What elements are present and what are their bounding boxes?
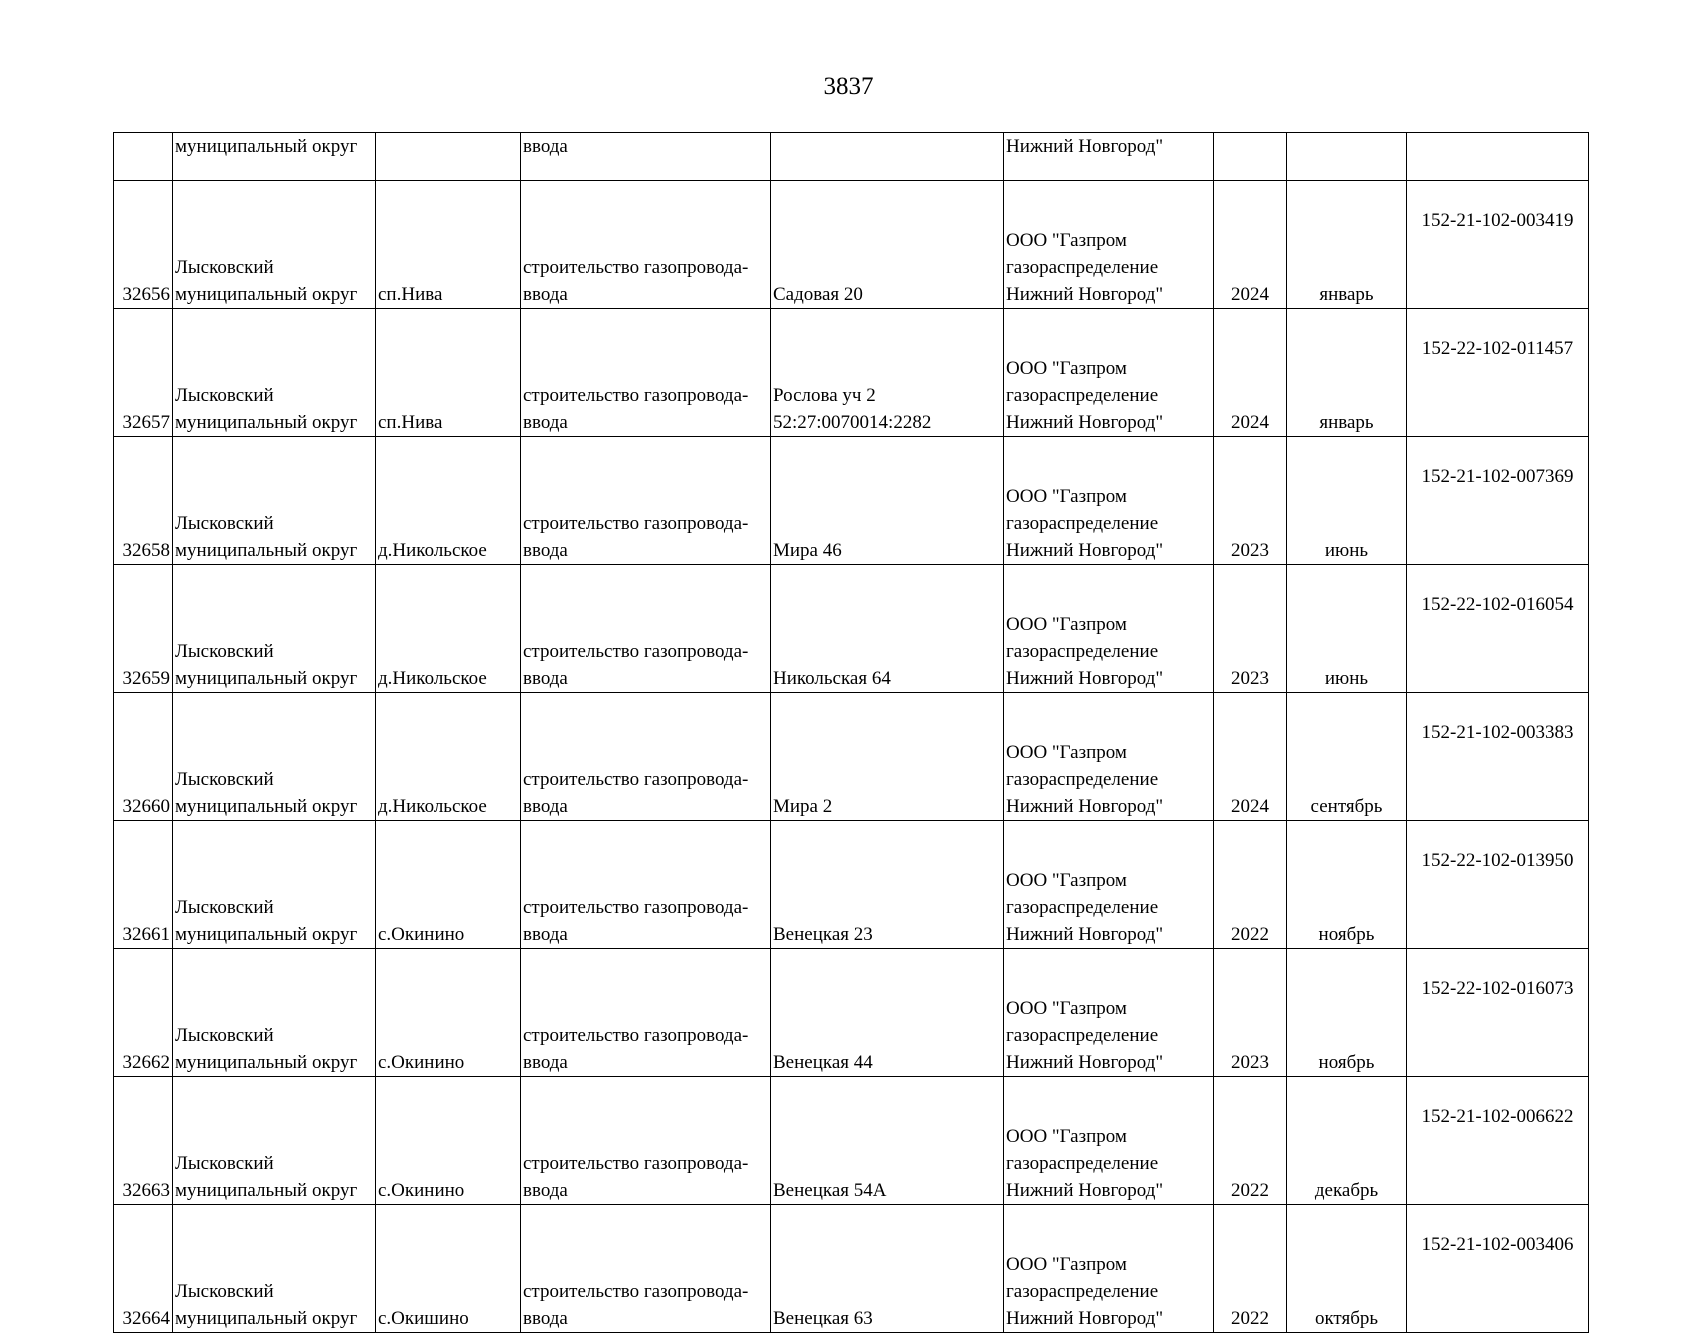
cell-district-line: Лысковский [175, 769, 274, 790]
cell-address-line: Венецкая 54А [773, 1180, 887, 1201]
cell-settlement: д.Никольское [376, 693, 521, 821]
cell-organization-line: Нижний Новгород" [1006, 284, 1164, 305]
table-row [114, 181, 1589, 309]
cell-work-type [521, 309, 771, 437]
cell-work-type [521, 1077, 771, 1205]
cell-district [173, 437, 376, 565]
cell-district-line: Лысковский [175, 897, 274, 918]
cell-year: 2024 [1214, 181, 1287, 309]
cell-district [173, 1205, 376, 1333]
cell-district [173, 181, 376, 309]
cell-work-type-line: ввода [523, 1180, 568, 1201]
cell-code: 152-22-102-016054 [1407, 565, 1589, 693]
gas-connection-table [113, 132, 1589, 1333]
table-row [114, 949, 1589, 1077]
cell-number: 32659 [114, 565, 173, 693]
cell-work-type-line: ввода [523, 668, 568, 689]
cell-organization [1004, 565, 1214, 693]
cell-work-type-line: строительство газопровода- [523, 769, 749, 790]
cell-work-type-line: строительство газопровода- [523, 897, 749, 918]
cell-address-line: Садовая 20 [773, 284, 863, 305]
cell-organization-line: газораспределение [1006, 769, 1159, 790]
cell-address [771, 133, 1004, 181]
cell-organization-line: Нижний Новгород" [1006, 924, 1164, 945]
cell-work-type-line: строительство газопровода- [523, 641, 749, 662]
cell-district-line: муниципальный округ [175, 540, 358, 561]
cell-organization-line: ООО "Газпром [1006, 358, 1127, 379]
cell-number: 32660 [114, 693, 173, 821]
cell-code: 152-21-102-003419 [1407, 181, 1589, 309]
cell-year: 2022 [1214, 1205, 1287, 1333]
cell-organization-line: газораспределение [1006, 257, 1159, 278]
cell-address-line: Мира 46 [773, 540, 842, 561]
cell-organization-line: газораспределение [1006, 1281, 1159, 1302]
cell-address [771, 181, 1004, 309]
cell-month: ноябрь [1287, 821, 1407, 949]
cell-year: 2024 [1214, 309, 1287, 437]
cell-work-type-line: ввода [523, 924, 568, 945]
cell-district-line: муниципальный округ [175, 1180, 358, 1201]
cell-work-type: ввода [521, 133, 771, 181]
cell-district-line: муниципальный округ [175, 796, 358, 817]
cell-address-line: 52:27:0070014:2282 [773, 412, 932, 433]
cell-organization [1004, 949, 1214, 1077]
cell-organization-line: Нижний Новгород" [1006, 796, 1164, 817]
cell-month: июнь [1287, 565, 1407, 693]
cell-organization [1004, 693, 1214, 821]
cell-address-line: Рослова уч 2 [773, 385, 876, 406]
cell-work-type-line: ввода [523, 796, 568, 817]
cell-address-line: Венецкая 44 [773, 1052, 873, 1073]
cell-work-type-line: строительство газопровода- [523, 385, 749, 406]
cell-month: январь [1287, 181, 1407, 309]
cell-address-line: Мира 2 [773, 796, 833, 817]
cell-organization-line: газораспределение [1006, 513, 1159, 534]
cell-month [1287, 133, 1407, 181]
cell-address [771, 693, 1004, 821]
cell-code: 152-22-102-016073 [1407, 949, 1589, 1077]
cell-settlement: с.Окинино [376, 1077, 521, 1205]
cell-organization [1004, 181, 1214, 309]
cell-address-line: Венецкая 23 [773, 924, 873, 945]
cell-organization [1004, 821, 1214, 949]
cell-work-type-line: строительство газопровода- [523, 1281, 749, 1302]
cell-organization-line: Нижний Новгород" [1006, 1052, 1164, 1073]
cell-district-line: Лысковский [175, 257, 274, 278]
cell-work-type-line: строительство газопровода- [523, 1025, 749, 1046]
cell-district [173, 949, 376, 1077]
cell-code: 152-21-102-003406 [1407, 1205, 1589, 1333]
cell-year: 2023 [1214, 565, 1287, 693]
cell-year: 2022 [1214, 821, 1287, 949]
cell-work-type-line: ввода [523, 284, 568, 305]
cell-organization [1004, 437, 1214, 565]
cell-district-line: муниципальный округ [175, 668, 358, 689]
cell-number: 32656 [114, 181, 173, 309]
cell-organization-line: газораспределение [1006, 641, 1159, 662]
cell-organization-line: Нижний Новгород" [1006, 1180, 1164, 1201]
cell-organization-line: ООО "Газпром [1006, 998, 1127, 1019]
table-row [114, 437, 1589, 565]
cell-settlement: с.Окишино [376, 1205, 521, 1333]
cell-number [114, 133, 173, 181]
table-row-continued [114, 133, 1589, 181]
cell-organization-line: ООО "Газпром [1006, 1254, 1127, 1275]
cell-work-type [521, 437, 771, 565]
cell-district-line: Лысковский [175, 1281, 274, 1302]
cell-month: ноябрь [1287, 949, 1407, 1077]
cell-settlement: сп.Нива [376, 309, 521, 437]
cell-organization-line: газораспределение [1006, 1025, 1159, 1046]
cell-code: 152-21-102-006622 [1407, 1077, 1589, 1205]
cell-work-type [521, 821, 771, 949]
cell-organization-line: ООО "Газпром [1006, 486, 1127, 507]
cell-month: сентябрь [1287, 693, 1407, 821]
cell-month: январь [1287, 309, 1407, 437]
cell-district [173, 1077, 376, 1205]
cell-settlement: с.Окинино [376, 949, 521, 1077]
cell-district [173, 693, 376, 821]
cell-organization [1004, 1077, 1214, 1205]
page-number: 3837 [823, 73, 874, 100]
cell-settlement [376, 133, 521, 181]
cell-work-type-line: строительство газопровода- [523, 513, 749, 534]
table-row [114, 1077, 1589, 1205]
cell-organization-line: газораспределение [1006, 1153, 1159, 1174]
cell-code: 152-21-102-003383 [1407, 693, 1589, 821]
cell-number: 32664 [114, 1205, 173, 1333]
cell-address [771, 1205, 1004, 1333]
cell-district-line: Лысковский [175, 1025, 274, 1046]
cell-district [173, 821, 376, 949]
cell-year: 2023 [1214, 949, 1287, 1077]
table-row [114, 1205, 1589, 1333]
table-row [114, 693, 1589, 821]
cell-district-line: Лысковский [175, 385, 274, 406]
cell-number: 32658 [114, 437, 173, 565]
cell-address [771, 949, 1004, 1077]
cell-settlement: д.Никольское [376, 437, 521, 565]
table-row [114, 309, 1589, 437]
cell-code: 152-22-102-011457 [1407, 309, 1589, 437]
cell-organization-line: ООО "Газпром [1006, 870, 1127, 891]
table-body [114, 133, 1589, 1333]
cell-settlement: сп.Нива [376, 181, 521, 309]
cell-organization-line: ООО "Газпром [1006, 230, 1127, 251]
cell-organization-line: Нижний Новгород" [1006, 540, 1164, 561]
table-row [114, 821, 1589, 949]
cell-number: 32661 [114, 821, 173, 949]
cell-organization-line: ООО "Газпром [1006, 614, 1127, 635]
cell-work-type-line: ввода [523, 412, 568, 433]
cell-district-line: Лысковский [175, 513, 274, 534]
cell-work-type [521, 1205, 771, 1333]
cell-month: декабрь [1287, 1077, 1407, 1205]
cell-number: 32663 [114, 1077, 173, 1205]
cell-year: 2022 [1214, 1077, 1287, 1205]
cell-organization-line: Нижний Новгород" [1006, 412, 1164, 433]
cell-work-type-line: ввода [523, 1308, 568, 1329]
cell-district-line: муниципальный округ [175, 284, 358, 305]
cell-address [771, 821, 1004, 949]
cell-address [771, 437, 1004, 565]
cell-settlement: д.Никольское [376, 565, 521, 693]
cell-work-type [521, 693, 771, 821]
cell-work-type-line: строительство газопровода- [523, 257, 749, 278]
cell-year [1214, 133, 1287, 181]
cell-organization-line: Нижний Новгород" [1006, 1308, 1164, 1329]
cell-month: июнь [1287, 437, 1407, 565]
cell-organization-line: газораспределение [1006, 385, 1159, 406]
cell-organization-line: ООО "Газпром [1006, 1126, 1127, 1147]
cell-work-type-line: ввода [523, 1052, 568, 1073]
cell-district [173, 309, 376, 437]
cell-organization [1004, 1205, 1214, 1333]
cell-work-type [521, 949, 771, 1077]
cell-organization: Нижний Новгород" [1004, 133, 1214, 181]
cell-work-type-line: ввода [523, 540, 568, 561]
cell-code [1407, 133, 1589, 181]
cell-work-type [521, 181, 771, 309]
cell-work-type-line: строительство газопровода- [523, 1153, 749, 1174]
cell-address-line: Венецкая 63 [773, 1308, 873, 1329]
cell-settlement: с.Окинино [376, 821, 521, 949]
cell-district-line: муниципальный округ [175, 412, 358, 433]
cell-work-type [521, 565, 771, 693]
cell-district-line: муниципальный округ [175, 924, 358, 945]
cell-district-line: муниципальный округ [175, 1052, 358, 1073]
cell-number: 32662 [114, 949, 173, 1077]
cell-code: 152-21-102-007369 [1407, 437, 1589, 565]
cell-year: 2023 [1214, 437, 1287, 565]
cell-district: муниципальный округ [173, 133, 376, 181]
cell-organization-line: ООО "Газпром [1006, 742, 1127, 763]
cell-address-line: Никольская 64 [773, 668, 891, 689]
cell-organization [1004, 309, 1214, 437]
cell-address [771, 1077, 1004, 1205]
cell-district-line: муниципальный округ [175, 1308, 358, 1329]
cell-district-line: Лысковский [175, 641, 274, 662]
cell-district [173, 565, 376, 693]
cell-district-line: Лысковский [175, 1153, 274, 1174]
cell-code: 152-22-102-013950 [1407, 821, 1589, 949]
cell-number: 32657 [114, 309, 173, 437]
cell-address [771, 309, 1004, 437]
cell-month: октябрь [1287, 1205, 1407, 1333]
cell-organization-line: газораспределение [1006, 897, 1159, 918]
cell-address [771, 565, 1004, 693]
cell-year: 2024 [1214, 693, 1287, 821]
table-row [114, 565, 1589, 693]
cell-organization-line: Нижний Новгород" [1006, 668, 1164, 689]
